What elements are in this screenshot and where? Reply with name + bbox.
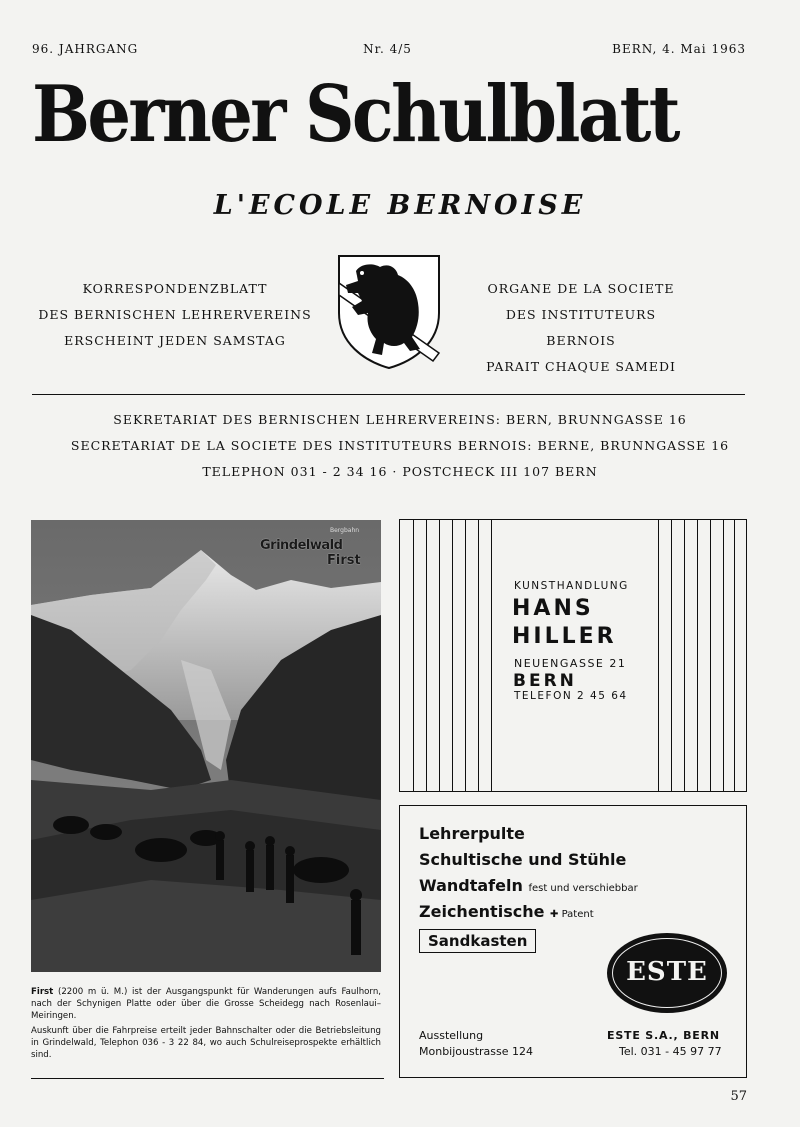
este-telephone: Tel. 031 - 45 97 77 (619, 1045, 722, 1058)
photo-logo-grindelwald: Grindelwald (260, 538, 343, 553)
left-line-2: DES BERNISCHEN LEHRERVEREINS (38, 307, 312, 322)
photo-caption (31, 986, 381, 1064)
hiller-name-last: HILLER (512, 624, 617, 649)
header-divider (32, 394, 745, 395)
caption-lead: First (31, 987, 54, 997)
secretariat-fr: SECRETARIAT DE LA SOCIETE DES INSTITUTEURS BERNOIS: BERNE, BRUNNGASSE 16 (70, 438, 730, 453)
este-sandkasten-box: Sandkasten (419, 929, 536, 953)
hiller-street: NEUENGASSE 21 (514, 657, 627, 670)
volume-label: 96. JAHRGANG (32, 42, 139, 56)
caption-rule (31, 1078, 384, 1079)
ad-hans-hiller (399, 519, 747, 792)
page-number: 57 (730, 1089, 747, 1104)
caption-paragraph-1: (2200 m ü. M.) ist der Ausgangspunkt für Wanderungen aufs Faulhorn, nach der Schynigen Platte oder über die Grosse Scheidegg nach Rosenlaui–Meiringen. (31, 987, 381, 1021)
este-logo (607, 933, 727, 1013)
caption-paragraph-2: Auskunft über die Fahrpreise erteilt jeder Bahnschalter oder die Betriebsleitung in Grindelwald, Telephon 036 - 3 22 84, wo auch Schulreiseprospekte erhältlich sind. (31, 1026, 381, 1060)
hiller-name-first: HANS (512, 596, 594, 621)
mountain-landscape-image (31, 520, 381, 972)
grindelwald-photo (31, 520, 381, 972)
right-line-1: ORGANE DE LA SOCIETE (487, 281, 675, 296)
masthead-title: Berner Schulblatt (32, 69, 678, 160)
hiller-city: BERN (513, 671, 577, 691)
este-company: ESTE S.A., BERN (607, 1029, 720, 1042)
este-patent-note: ✚ Patent (550, 909, 594, 920)
este-item-wandtafeln: Wandtafeln fest und verschiebbar (419, 876, 638, 895)
este-ausstellung: Ausstellung (419, 1029, 484, 1042)
este-item-lehrerpulte: Lehrerpulte (419, 824, 525, 843)
left-line-1: KORRESPONDENZBLATT (82, 281, 268, 296)
issue-date: BERN, 4. Mai 1963 (612, 42, 746, 56)
este-logo-text: ESTE (626, 957, 708, 987)
este-item-zeichentische: Zeichentische ✚ Patent (419, 902, 594, 921)
right-line-2: DES INSTITUTEURS BERNOIS (505, 307, 657, 348)
photo-logo-small: Bergbahn (330, 527, 360, 534)
hiller-phone: TELEFON 2 45 64 (514, 690, 628, 702)
swiss-cross-icon: ✚ (550, 909, 559, 920)
left-column (30, 276, 320, 354)
issue-number: Nr. 4/5 (363, 42, 412, 56)
hiller-kunsthandlung: KUNSTHANDLUNG (514, 580, 629, 592)
photo-logo-first: First (327, 553, 361, 568)
masthead-subtitle: L'ECOLE BERNOISE (213, 190, 587, 221)
left-line-3: ERSCHEINT JEDEN SAMSTAG (64, 333, 286, 348)
bern-coat-of-arms-icon (336, 253, 442, 371)
right-column (470, 276, 692, 380)
este-wandtafeln-note: fest und verschiebbar (528, 883, 638, 894)
ad-este (399, 805, 747, 1078)
este-item-schultische: Schultische und Stühle (419, 850, 627, 869)
secretariat-de: SEKRETARIAT DES BERNISCHEN LEHRERVEREINS: BERN, BRUNNGASSE 16 (113, 412, 687, 427)
secretariat-contact: TELEPHON 031 - 2 34 16 · POSTCHECK III 107 BERN (202, 464, 598, 479)
right-line-3: PARAIT CHAQUE SAMEDI (486, 359, 676, 374)
este-address: Monbijoustrasse 124 (419, 1045, 534, 1058)
